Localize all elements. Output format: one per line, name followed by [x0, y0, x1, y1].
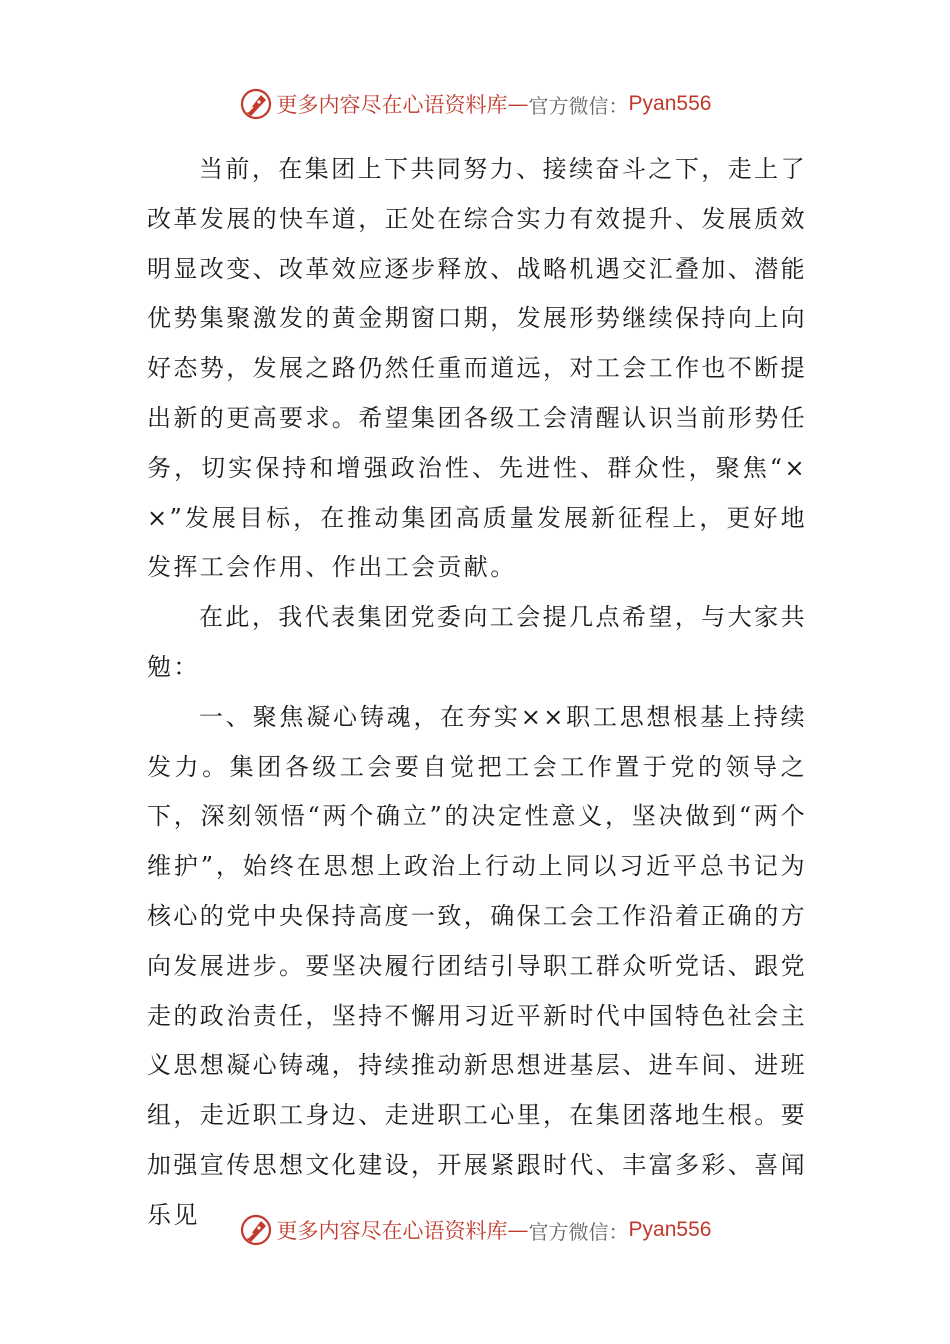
- pen-nib-logo-icon: [239, 1213, 273, 1247]
- header-contact-label: 官方微信：: [528, 93, 629, 118]
- footer-contact-id: Pyan556: [628, 1218, 712, 1241]
- footer-dash: —: [507, 1218, 529, 1242]
- document-body: [147, 145, 807, 1241]
- paragraph-2: 在此，我代表集团党委向工会提几点希望，与大家共勉：: [147, 603, 807, 681]
- pen-nib-logo-icon: [239, 87, 273, 121]
- header-contact-id: Pyan556: [628, 92, 712, 115]
- footer-contact-label: 官方微信：: [528, 1219, 629, 1244]
- paragraph-3: 一、聚焦凝心铸魂，在夯实××职工思想根基上持续发力。集团各级工会要自觉把工会工作置于党的领导之下，深刻领悟“两个确立”的决定性意义，坚决做到“两个维护”，始终在思想上政治上行动上同以习近平总书记为核心的党中央保持高度一致，确保工会工作沿着正确的方向发展进步。要坚决履行团结引导职工群众听党话、跟党走的政治责任，坚持不懈用习近平新时代中国特色社会主义思想凝心铸魂，持续推动新思想进基层、进车间、进班组，走近职工身边、走进职工心里，在集团落地生根。要加强宣传思想文化建设，开展紧跟时代、丰富多彩、喜闻乐见: [147, 702, 807, 1229]
- footer-brand-text: 更多内容尽在心语资料库: [276, 1219, 508, 1243]
- header-brand-text: 更多内容尽在心语资料库: [276, 93, 508, 117]
- footer-banner: [0, 1210, 950, 1250]
- paragraph-1: 当前，在集团上下共同努力、接续奋斗之下，走上了改革发展的快车道，正处在综合实力有效提升、发展质效明显改变、改革效应逐步释放、战略机遇交汇叠加、潜能优势集聚激发的黄金期窗口期，发展形势继续保持向上向好态势，发展之路仍然任重而道远，对工会工作也不断提出新的更高要求。希望集团各级工会清醒认识当前形势任务，切实保持和增强政治性、先进性、群众性，聚焦“××”发展目标，在推动集团高质量发展新征程上，更好地发挥工会作用、作出工会贡献。: [147, 155, 807, 582]
- header-dash: —: [507, 92, 529, 116]
- header-banner: [0, 84, 950, 124]
